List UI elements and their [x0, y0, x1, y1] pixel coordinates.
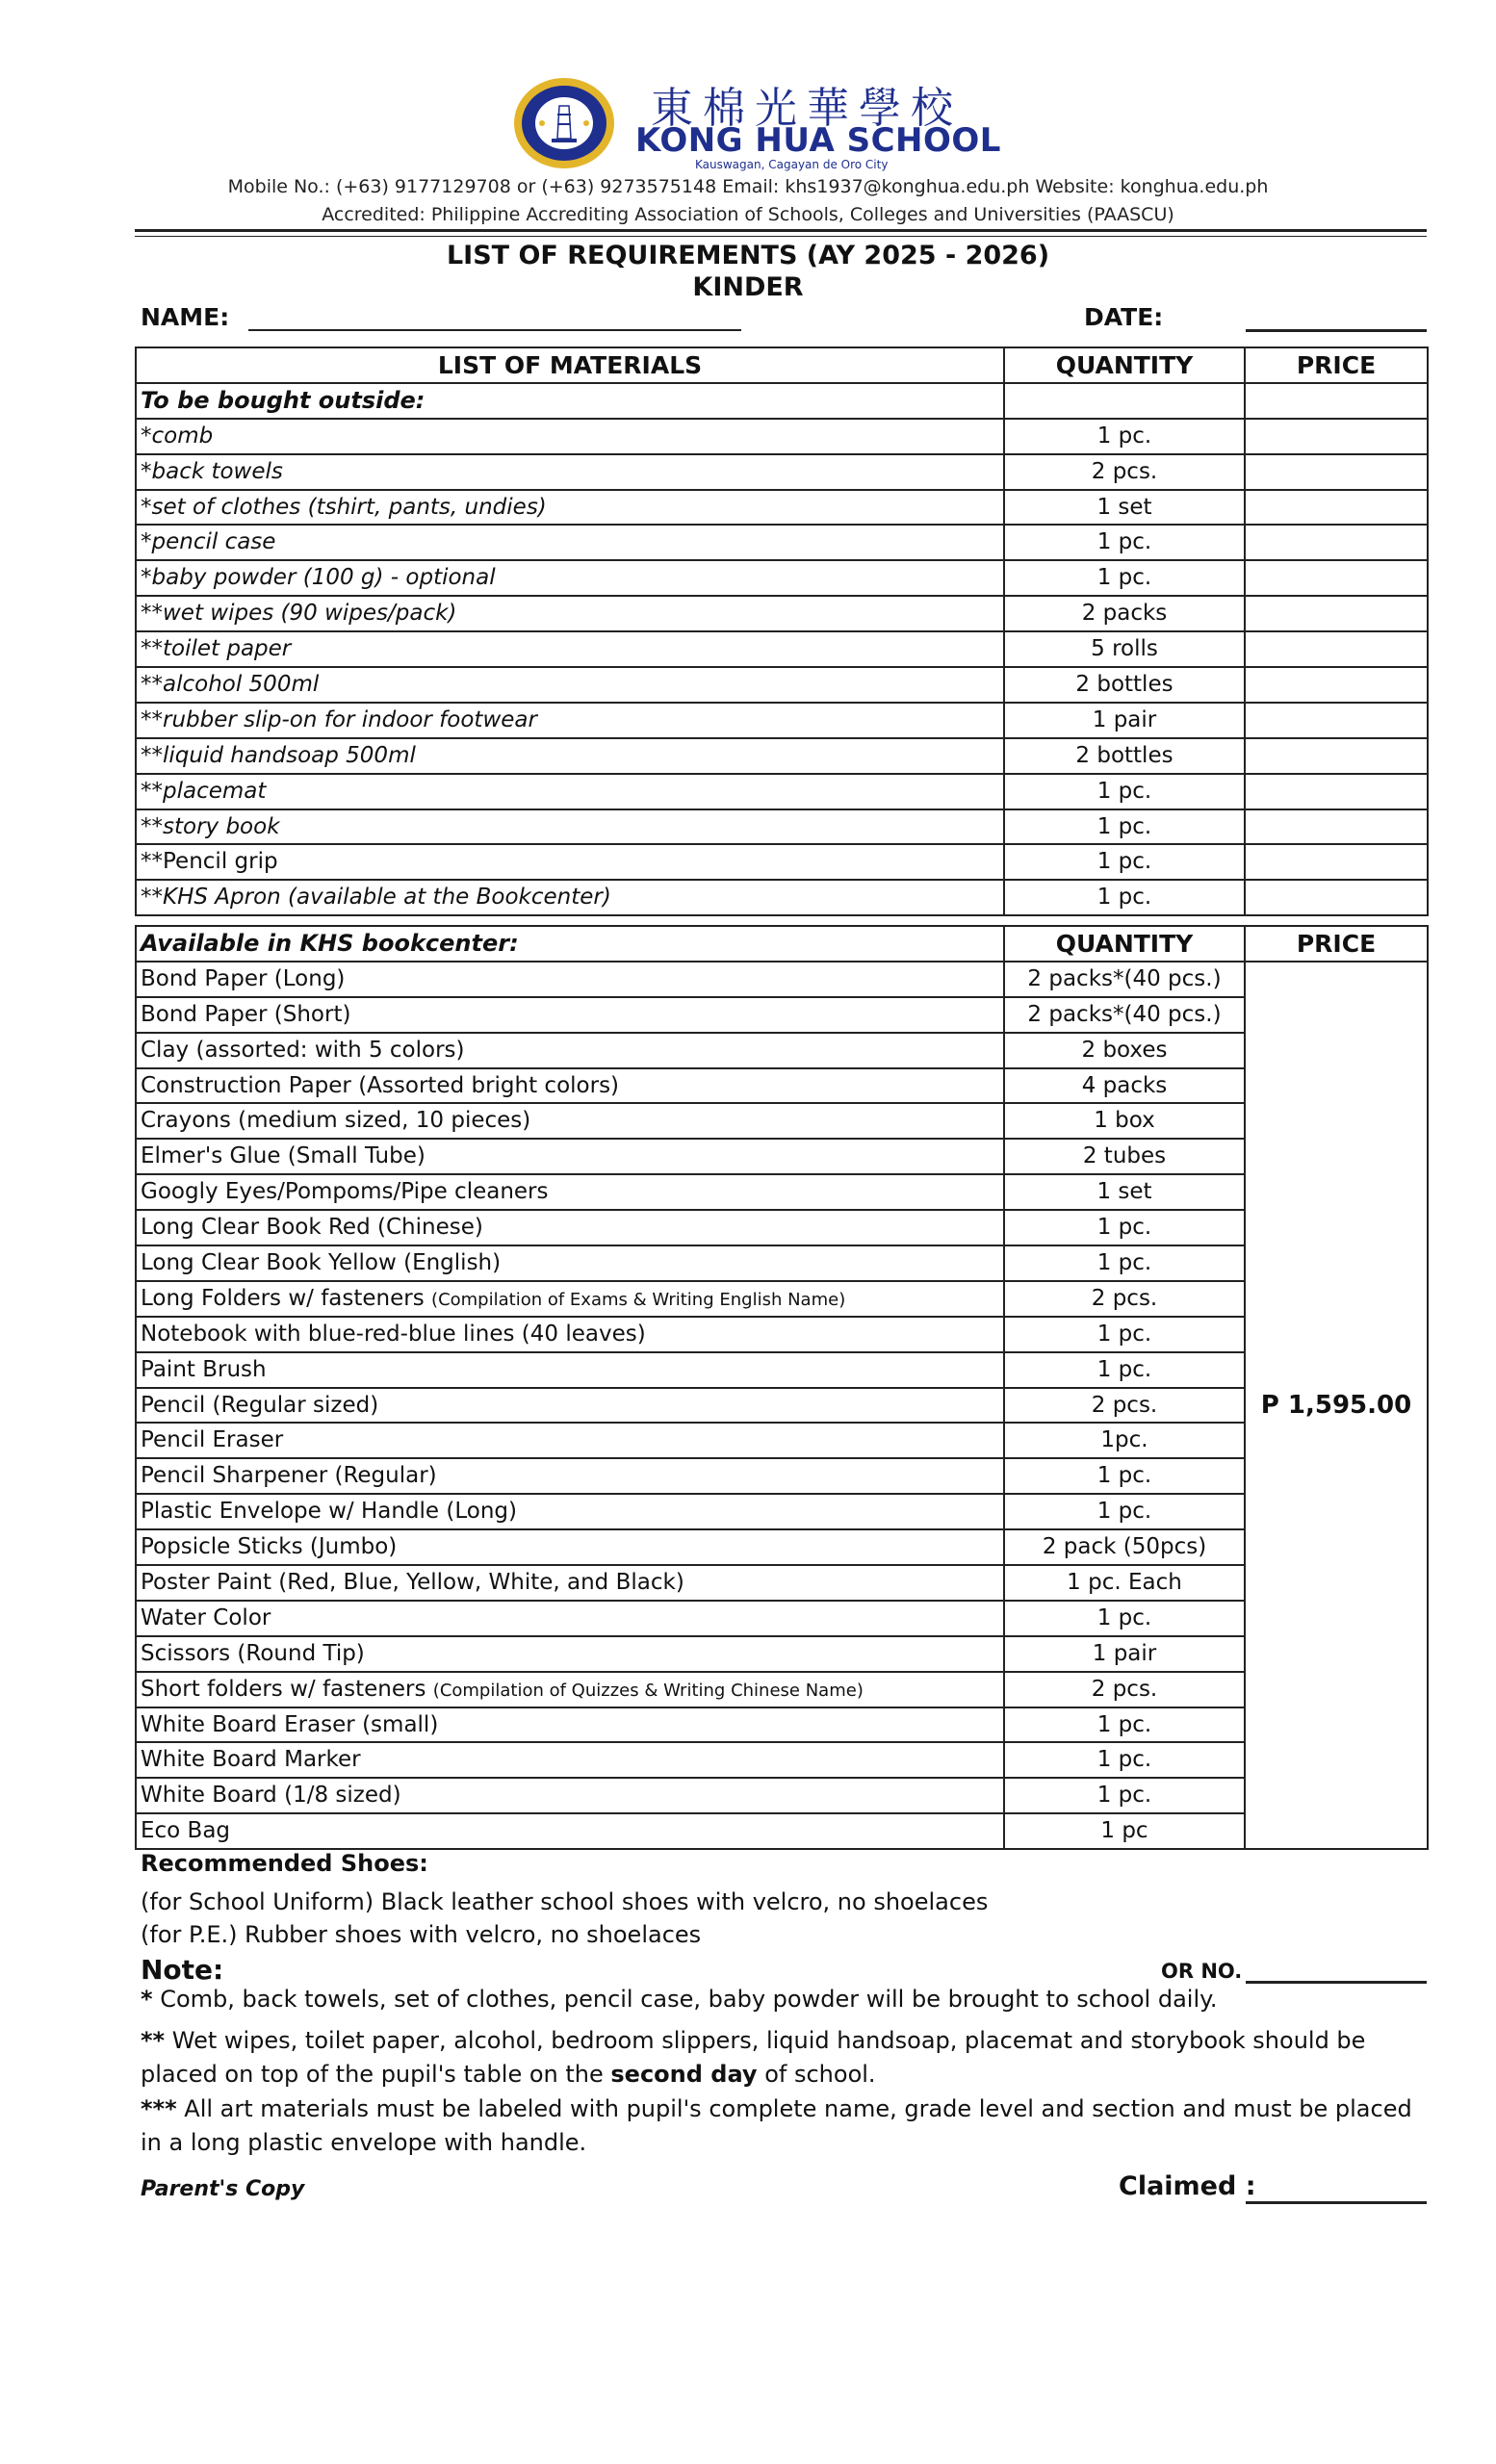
table-header-row [136, 347, 1428, 383]
date-field-line[interactable] [1246, 329, 1427, 332]
item-price [1245, 490, 1428, 526]
table-row [136, 738, 1428, 774]
section-label-outside: To be bought outside: [136, 383, 1004, 419]
recommended-shoes-title: Recommended Shoes: [141, 1850, 428, 1877]
item-name: **toilet paper [136, 631, 1004, 667]
item-name: **alcohol 500ml [136, 667, 1004, 703]
item-name: **wet wipes (90 wipes/pack) [136, 596, 1004, 631]
table-row [136, 880, 1428, 915]
item-quantity: 2 pcs. [1004, 1388, 1245, 1424]
grade-level: KINDER [692, 272, 804, 302]
item-quantity: 4 packs [1004, 1068, 1245, 1104]
item-quantity: 2 bottles [1004, 738, 1245, 774]
table-row [136, 1033, 1428, 1068]
item-name [136, 997, 1004, 1033]
item-quantity: 2 packs [1004, 596, 1245, 631]
item-name: **Pencil grip [136, 844, 1004, 880]
item-name: **liquid handsoap 500ml [136, 738, 1004, 774]
outside-materials-table [135, 346, 1429, 916]
item-price [1245, 631, 1428, 667]
table-row [136, 1778, 1428, 1813]
school-seal-logo [513, 77, 615, 169]
item-name-text: Poster Paint (Red, Blue, Yellow, White, and Black) [141, 1569, 684, 1595]
item-name-text: Bond Paper (Long) [141, 965, 346, 991]
item-price [1245, 703, 1428, 738]
table-row [136, 1281, 1428, 1317]
table-row [136, 525, 1428, 560]
item-quantity: 2 tubes [1004, 1139, 1245, 1174]
table-row [136, 1813, 1428, 1849]
item-quantity: 1 pc. [1004, 1742, 1245, 1778]
table-row [136, 1672, 1428, 1707]
quantity-header: QUANTITY [1004, 347, 1245, 383]
item-name: **story book [136, 809, 1004, 845]
section-row [136, 926, 1428, 962]
school-name: KONG HUA SCHOOL [635, 121, 1001, 160]
table-row [136, 1601, 1428, 1636]
item-name [136, 1174, 1004, 1210]
item-name [136, 1423, 1004, 1458]
item-name [136, 1778, 1004, 1813]
item-name: *comb [136, 419, 1004, 454]
item-name [136, 1068, 1004, 1104]
item-name-text: Bond Paper (Short) [141, 1001, 351, 1027]
item-note: (Compilation of Quizzes & Writing Chinese Name) [432, 1680, 864, 1701]
table-row [136, 1139, 1428, 1174]
note-1-mark: * [141, 1986, 153, 2013]
item-name-text: Popsicle Sticks (Jumbo) [141, 1534, 398, 1560]
item-price [1245, 560, 1428, 596]
item-name-text: Clay (assorted: with 5 colors) [141, 1037, 465, 1063]
item-quantity: 1 pc. [1004, 560, 1245, 596]
item-price [1245, 596, 1428, 631]
item-name [136, 1742, 1004, 1778]
table-row [136, 1174, 1428, 1210]
note-2-bold: second day [610, 2061, 758, 2088]
item-name-text: White Board (1/8 sized) [141, 1783, 401, 1809]
item-quantity: 1 pc. [1004, 1245, 1245, 1281]
item-quantity: 2 packs*(40 pcs.) [1004, 997, 1245, 1033]
item-price [1245, 454, 1428, 490]
table-row [136, 1210, 1428, 1245]
item-price [1245, 844, 1428, 880]
item-note: (Compilation of Exams & Writing English Name) [431, 1289, 846, 1310]
note-3 [141, 2092, 1431, 2160]
name-field-line[interactable] [248, 329, 741, 331]
table-row [136, 1494, 1428, 1529]
price-header: PRICE [1245, 347, 1428, 383]
item-name: *baby powder (100 g) - optional [136, 560, 1004, 596]
table-row [136, 844, 1428, 880]
note-3-mark: *** [141, 2095, 177, 2122]
table-row [136, 490, 1428, 526]
table-row [136, 962, 1428, 997]
or-no-label: OR NO. [1161, 1960, 1243, 1983]
item-name [136, 1281, 1004, 1317]
table-row [136, 1245, 1428, 1281]
item-name [136, 1245, 1004, 1281]
item-quantity: 1 pc. [1004, 844, 1245, 880]
item-price [1245, 667, 1428, 703]
header-divider [135, 229, 1427, 232]
item-quantity: 2 pcs. [1004, 1672, 1245, 1707]
item-name-text: Scissors (Round Tip) [141, 1640, 365, 1666]
item-name [136, 1352, 1004, 1388]
school-address: Kauswagan, Cagayan de Oro City [695, 158, 889, 171]
item-quantity: 1 pc. [1004, 1778, 1245, 1813]
item-name-text: Notebook with blue-red-blue lines (40 leaves) [141, 1321, 646, 1347]
item-name-text: Water Color [141, 1604, 271, 1630]
item-name: *back towels [136, 454, 1004, 490]
table-row [136, 1707, 1428, 1743]
date-label: DATE: [1084, 303, 1164, 331]
accreditation-info: Accredited: Philippine Accrediting Association of Schools, Colleges and Universities (PAASCU) [322, 204, 1174, 225]
item-name-text: Plastic Envelope w/ Handle (Long) [141, 1499, 517, 1525]
price-header: PRICE [1245, 926, 1428, 962]
item-price [1245, 419, 1428, 454]
item-name [136, 1636, 1004, 1672]
item-name-text: Pencil Eraser [141, 1427, 284, 1453]
item-quantity: 1 pc. [1004, 525, 1245, 560]
item-quantity: 2 boxes [1004, 1033, 1245, 1068]
table-row [136, 631, 1428, 667]
name-label: NAME: [141, 303, 230, 331]
table-row [136, 1458, 1428, 1494]
item-quantity: 5 rolls [1004, 631, 1245, 667]
item-name [136, 1813, 1004, 1849]
item-quantity: 1 pc. Each [1004, 1565, 1245, 1601]
table-row [136, 1742, 1428, 1778]
item-name: **placemat [136, 774, 1004, 809]
empty-cell [1245, 383, 1428, 419]
item-quantity: 1 pc. [1004, 1601, 1245, 1636]
item-quantity: 1 set [1004, 490, 1245, 526]
item-name [136, 1565, 1004, 1601]
section-label-bookcenter: Available in KHS bookcenter: [136, 926, 1004, 962]
table-row [136, 1388, 1428, 1424]
item-name-text: White Board Eraser (small) [141, 1711, 439, 1737]
item-name [136, 1210, 1004, 1245]
item-quantity: 1 pc. [1004, 1458, 1245, 1494]
item-name-text: Long Folders w/ fasteners [141, 1285, 432, 1311]
item-name-text: Crayons (medium sized, 10 pieces) [141, 1108, 531, 1134]
item-name [136, 1103, 1004, 1139]
item-price [1245, 738, 1428, 774]
materials-header: LIST OF MATERIALS [136, 347, 1004, 383]
document-title: LIST OF REQUIREMENTS (AY 2025 - 2026) [446, 241, 1050, 270]
table-row [136, 997, 1428, 1033]
claimed-field-line[interactable] [1246, 2201, 1427, 2204]
note-title: Note: [141, 1954, 224, 1986]
note-1-text: Comb, back towels, set of clothes, pencil case, baby powder will be brought to school daily. [152, 1986, 1218, 2013]
item-quantity: 1 pc. [1004, 1317, 1245, 1352]
item-price [1245, 525, 1428, 560]
school-chinese-name: 東棉光華學校 [651, 84, 963, 133]
item-quantity: 1 pc. [1004, 1494, 1245, 1529]
note-3-text: All art materials must be labeled with pupil's complete name, grade level and section and must be placed in a long plastic envelope with handle. [141, 2095, 1412, 2156]
item-name-text: Long Clear Book Red (Chinese) [141, 1215, 483, 1241]
item-name [136, 1458, 1004, 1494]
table-row [136, 774, 1428, 809]
item-name-text: Short folders w/ fasteners [141, 1676, 433, 1702]
table-row [136, 809, 1428, 845]
item-quantity: 1 pc. [1004, 774, 1245, 809]
item-price [1245, 809, 1428, 845]
item-quantity: 1 pair [1004, 703, 1245, 738]
item-quantity: 1 pc. [1004, 1352, 1245, 1388]
item-quantity: 1 set [1004, 1174, 1245, 1210]
item-name [136, 1139, 1004, 1174]
quantity-header: QUANTITY [1004, 926, 1245, 962]
item-quantity: 1 pc. [1004, 1210, 1245, 1245]
table-row [136, 1352, 1428, 1388]
item-quantity: 1 pc. [1004, 880, 1245, 915]
header-divider-thin [135, 236, 1427, 237]
empty-cell [1004, 383, 1245, 419]
item-quantity: 1 pc. [1004, 419, 1245, 454]
table-row [136, 1565, 1428, 1601]
item-name-text: Elmer's Glue (Small Tube) [141, 1143, 426, 1169]
item-quantity: 2 pcs. [1004, 454, 1245, 490]
table-row [136, 1103, 1428, 1139]
recommended-shoes-pe: (for P.E.) Rubber shoes with velcro, no shoelaces [141, 1921, 702, 1948]
item-quantity: 2 pack (50pcs) [1004, 1529, 1245, 1565]
item-price [1245, 880, 1428, 915]
item-name [136, 1601, 1004, 1636]
table-row [136, 1068, 1428, 1104]
item-name [136, 1707, 1004, 1743]
item-quantity: 2 packs*(40 pcs.) [1004, 962, 1245, 997]
item-quantity: 1 pc [1004, 1813, 1245, 1849]
item-quantity: 2 bottles [1004, 667, 1245, 703]
table-row [136, 1317, 1428, 1352]
contact-info: Mobile No.: (+63) 9177129708 or (+63) 9273575148 Email: khs1937@konghua.edu.ph Website: konghua.edu.ph [227, 176, 1269, 197]
note-2 [141, 2024, 1431, 2092]
item-name-text: Eco Bag [141, 1818, 231, 1844]
item-quantity: 1 pc. [1004, 1707, 1245, 1743]
item-name [136, 1672, 1004, 1707]
note-1 [141, 1983, 1431, 2016]
item-name: **KHS Apron (available at the Bookcenter) [136, 880, 1004, 915]
item-name [136, 1494, 1004, 1529]
item-name [136, 1529, 1004, 1565]
item-name-text: Googly Eyes/Pompoms/Pipe cleaners [141, 1179, 549, 1205]
table-row [136, 1423, 1428, 1458]
recommended-shoes-uniform: (for School Uniform) Black leather school shoes with velcro, no shoelaces [141, 1888, 989, 1915]
bookcenter-materials-table [135, 925, 1429, 1850]
item-name: *set of clothes (tshirt, pants, undies) [136, 490, 1004, 526]
item-name: **rubber slip-on for indoor footwear [136, 703, 1004, 738]
item-name-text: Pencil (Regular sized) [141, 1392, 379, 1418]
item-quantity: 2 pcs. [1004, 1281, 1245, 1317]
parents-copy-label: Parent's Copy [141, 2177, 305, 2201]
bookcenter-total-price: P 1,595.00 [1245, 962, 1428, 1849]
note-2-text-b: of school. [757, 2061, 876, 2088]
item-quantity: 1pc. [1004, 1423, 1245, 1458]
item-name: *pencil case [136, 525, 1004, 560]
table-row [136, 454, 1428, 490]
item-name [136, 1388, 1004, 1424]
note-2-text-a: Wet wipes, toilet paper, alcohol, bedroom slippers, liquid handsoap, placemat and storybook should be placed on top of the pupil's table on the [141, 2027, 1366, 2088]
item-name-text: White Board Marker [141, 1747, 361, 1773]
table-row [136, 1636, 1428, 1672]
item-name [136, 1317, 1004, 1352]
item-name-text: Pencil Sharpener (Regular) [141, 1463, 437, 1489]
item-quantity: 1 pc. [1004, 809, 1245, 845]
item-name-text: Paint Brush [141, 1356, 267, 1382]
item-name-text: Construction Paper (Assorted bright colors) [141, 1072, 620, 1098]
table-row [136, 596, 1428, 631]
item-name [136, 1033, 1004, 1068]
item-quantity: 1 box [1004, 1103, 1245, 1139]
item-name [136, 962, 1004, 997]
note-2-mark: ** [141, 2027, 166, 2054]
table-row [136, 703, 1428, 738]
item-quantity: 1 pair [1004, 1636, 1245, 1672]
section-row [136, 383, 1428, 419]
item-price [1245, 774, 1428, 809]
school-header [0, 75, 1496, 171]
table-row [136, 560, 1428, 596]
claimed-label: Claimed : [1119, 2171, 1256, 2201]
item-name-text: Long Clear Book Yellow (English) [141, 1249, 502, 1275]
table-row [136, 419, 1428, 454]
table-row [136, 667, 1428, 703]
table-row [136, 1529, 1428, 1565]
